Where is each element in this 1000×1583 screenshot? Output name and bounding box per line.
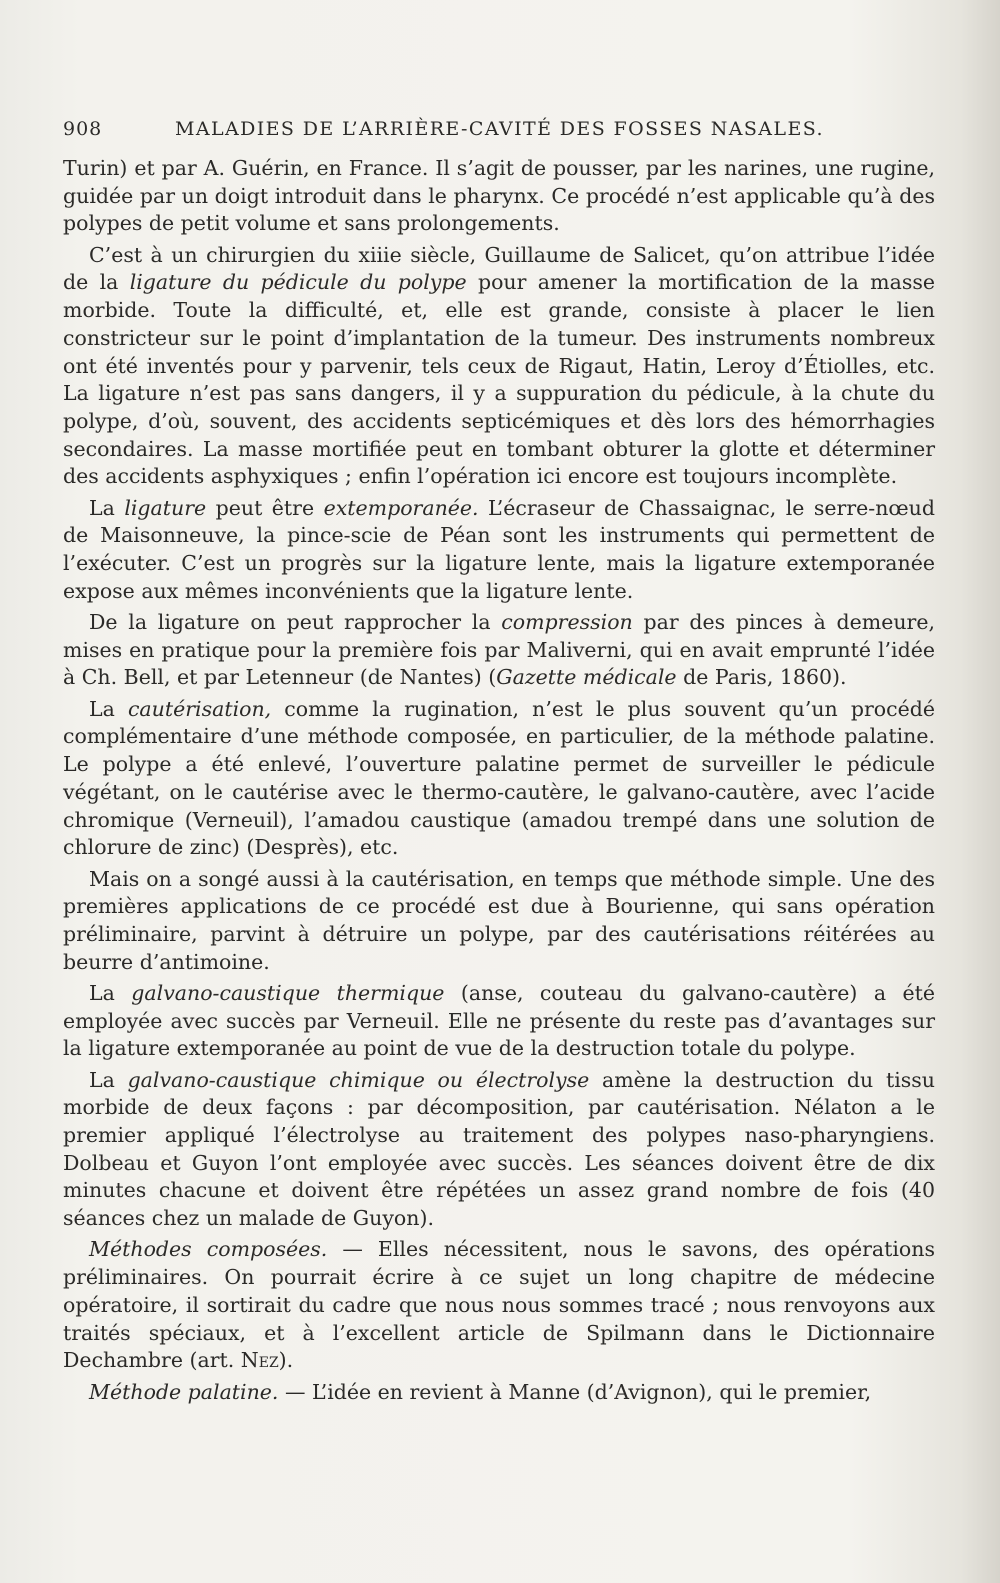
page-header	[63, 118, 943, 148]
paragraph: Turin) et par A. Guérin, en France. Il s’agit de pousser, par les narines, une rugine, guidée par un doigt introduit dans le pharynx. Ce procédé n’est applicable qu’à des polypes de petit volume et sans prolongements.	[63, 156, 935, 236]
body-text	[63, 155, 935, 1410]
paragraph: La galvano-caustique chimique ou électrolyse amène la destruction du tissu morbide de deux façons : par décomposition, par cautérisation. Nélaton a le premier appliqué l’électrolyse au traitement des polypes naso-pharyngiens. Dolbeau et Guyon l’ont employée avec succès. Les séances doivent être de dix minutes chacune et doivent être répétées un assez grand nombre de fois (40 séances chez un malade de Guyon).	[63, 1067, 935, 1231]
paragraph: Méthodes composées. — Elles nécessitent, nous le savons, des opérations préliminaires. On pourrait écrire à ce sujet un long chapitre de médecine opératoire, il sortirait du cadre que nous nous sommes tracé ; nous renvoyons aux traités spéciaux, et à l’excellent article de Spilmann dans le Dictionnaire Dechambre (art. Nez).	[63, 1237, 935, 1373]
paragraph: Mais on a songé aussi à la cautérisation, en temps que méthode simple. Une des premières applications de ce procédé est due à Bourienne, qui sans opération préliminaire, parvint à détruire un polype, par des cautérisations réitérées au beurre d’antimoine.	[63, 866, 935, 974]
running-title: MALADIES DE L’ARRIÈRE-CAVITÉ DES FOSSES NASALES.	[175, 118, 824, 140]
paragraph: Méthode palatine. — L’idée en revient à Manne (d’Avignon), qui le premier,	[89, 1379, 872, 1404]
page-number: 908	[63, 118, 103, 140]
paragraph: La galvano-caustique thermique (anse, couteau du galvano-cautère) a été employée avec succès par Verneuil. Elle ne présente du reste pas d’avantages sur la ligature extemporanée au point de vue de la destruction totale du polype.	[63, 980, 935, 1061]
paragraph: La cautérisation, comme la rugination, n’est le plus souvent qu’un procédé complémentaire d’une méthode composée, en particulier, de la méthode palatine. Le polype a été enlevé, l’ouverture palatine permet de surveiller le pédicule végétant, on le cautérise avec le thermo-cautère, le galvano-cautère, avec l’acide chromique (Verneuil), l’amadou caustique (amadou trempé dans une solution de chlorure de zinc) (Desprès), etc.	[63, 696, 935, 860]
paragraph: De la ligature on peut rapprocher la compression par des pinces à demeure, mises en pratique pour la première fois par Maliverni, qui en avait emprunté l’idée à Ch. Bell, et par Letenneur (de Nantes) (Gazette médicale de Paris, 1860).	[63, 610, 935, 690]
paragraph: C’est à un chirurgien du xiiie siècle, Guillaume de Salicet, qu’on attribue l’idée de la ligature du pédicule du polype pour amener la mortification de la masse morbide. Toute la difficulté, et, elle est grande, consiste à placer le lien constricteur sur le point d’implantation de la tumeur. Des instruments nombreux ont été inventés pour y parvenir, tels ceux de Rigaut, Hatin, Leroy d’Étiolles, etc. La ligature n’est pas sans dangers, il y a suppuration du pédicule, à la chute du polype, d’où, souvent, des accidents septicémiques et dès lors des hémorrhagies secondaires. La masse mortifiée peut en tombant obturer la glotte et déterminer des accidents asphyxiques ; enfin l’opération ici encore est toujours incomplète.	[63, 242, 935, 489]
paragraph: La ligature peut être extemporanée. L’écraseur de Chassaignac, le serre-nœud de Maisonneuve, la pince-scie de Péan sont les instruments qui permettent de l’exécuter. C’est un progrès sur la ligature lente, mais la ligature extemporanée expose aux mêmes inconvénients que la ligature lente.	[63, 495, 935, 603]
